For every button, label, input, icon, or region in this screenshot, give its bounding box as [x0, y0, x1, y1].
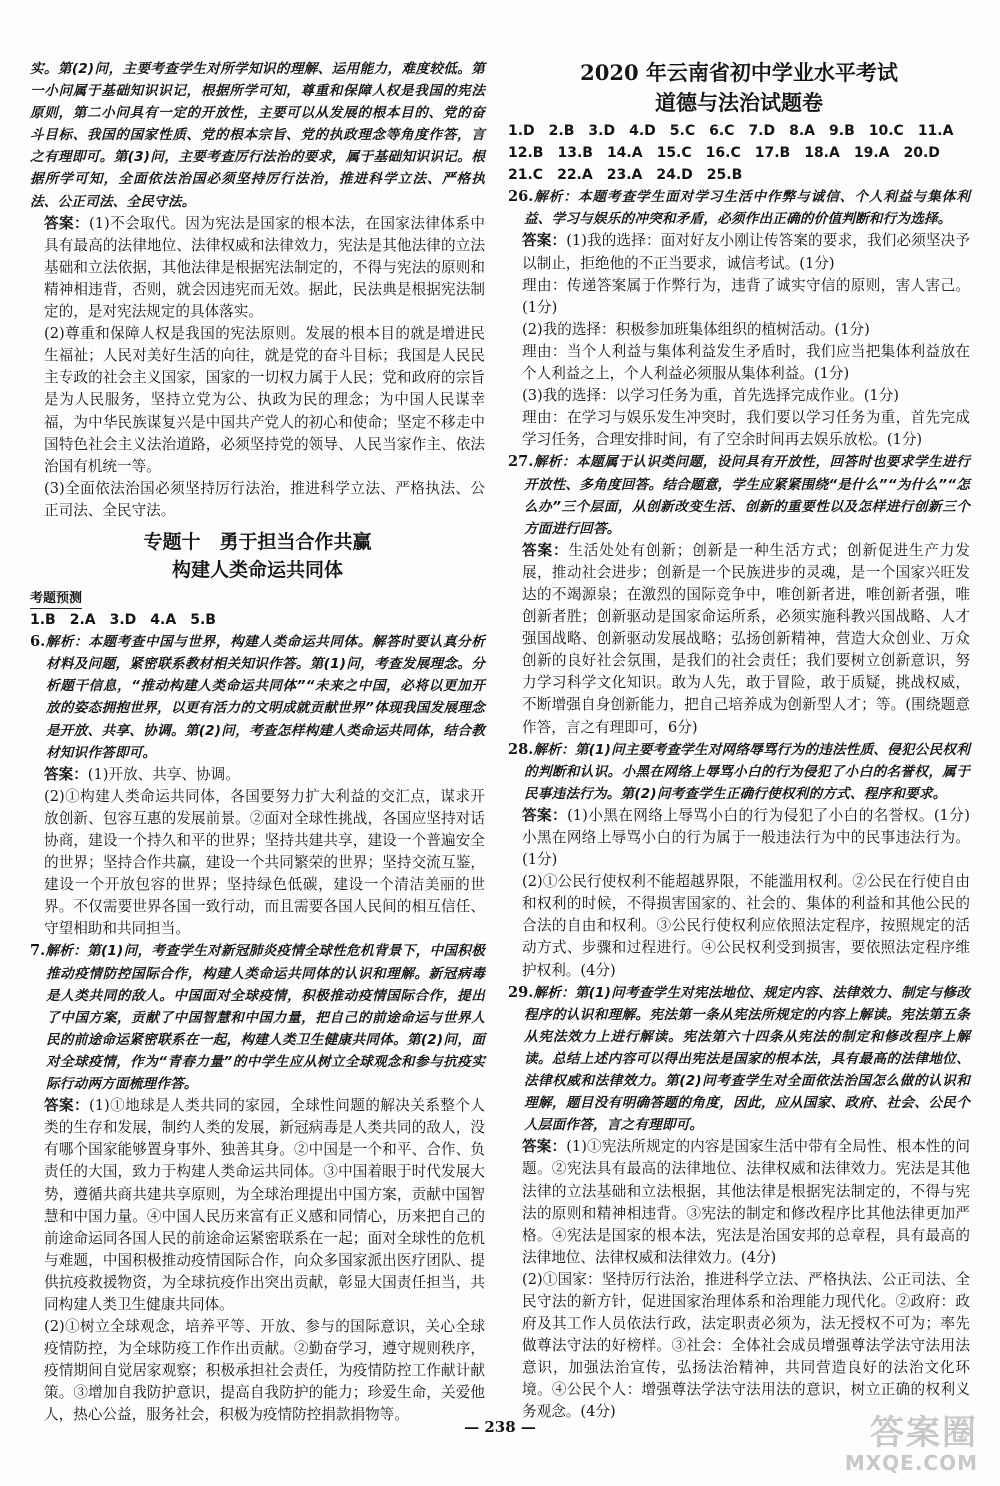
- choice-answers: 1.B 2.A 3.D 4.A 5.B: [30, 612, 216, 629]
- answer-text: (2)①国家：坚持厉行法治，推进科学立法、严格执法、公正司法、全民守法的新方针，促进国家治理体系和治理能力现代化。②政府：政府及其工作人员依法行政，法定职责必须为，法无授权不可为；率先做尊法守法的好榜样。③社会：全体社会成员增强尊法学法守法用法意识，加强法治宣传，弘扬法治精神，共同营造良好的法治文化环境。④公民个人：增强尊法学法守法用法的意识，树立正确的权利义务观念。(4分): [522, 1270, 970, 1421]
- question-number: 6.: [30, 633, 46, 651]
- answer-label: 答案：: [522, 1138, 567, 1156]
- watermark-url: MXQE.COM: [844, 1451, 978, 1475]
- watermark-logo: [800, 1414, 978, 1478]
- question-29-answer: [508, 1136, 970, 1269]
- answer-text: (3)我的选择：以学习任务为重，首先选择完成作业。(1分): [522, 387, 900, 405]
- answer-text: (2)①公民行使权利不能超越界限，不能滥用权利。②公民在行使自由和权利的时候，不得损害国家的、社会的、集体的利益和其他公民的合法的自由和权利。③公民行使权利应依照法定程序，按照规定的活动方式、步骤和过程进行。④公民权利受到损害，要依照法定程序维护权利。(4分): [522, 873, 970, 979]
- question-number: 29.: [508, 983, 534, 1001]
- answer-text: 理由：当个人利益与集体利益发生矛盾时，我们应当把集体利益放在个人利益之上，个人利益必须服从集体利益。(1分): [522, 342, 970, 383]
- analysis-text: 第(1)问考查学生对宪法地位、规定内容、法律效力、制定与修改程序的认识和理解。宪法第一条从宪法所规定的内容上解读。宪法第五条从宪法效力上进行解读。宪法第六十四条从宪法的制定和修改程序上解读。总结上述内容可以得出宪法是国家的根本法，具有最高的法律地位、法律权威和法律效力。第(2)问考查学生对全面依法治国怎么做的认识和理解，题目没有明确答题的角度，因此，应从国家、政府、社会、公民个人层面作答，言之有理即可。: [524, 984, 970, 1134]
- answer-label: 答案：: [522, 541, 569, 559]
- left-column: [30, 58, 485, 1427]
- analysis-text: 本题考查中国与世界，构建人类命运共同体。解答时要认真分析材料及问题，紧密联系教材相关知识作答。第(1)问，考查发展理念。分析题干信息，“推动构建人类命运共同体”“未来之中国，必将以更加开放的姿态拥抱世界，以更有活力的文明成就贡献世界”体现我国发展理念是开放、共享、协调。第(2)问，考查怎样构建人类命运共同体，结合教材知识作答即可。: [46, 634, 485, 761]
- analysis-text: 第(1)问主要考查学生对网络辱骂行为的违法性质、侵犯公民权利的判断和认识。小黑在网络上辱骂小白的行为侵犯了小白的名誉权，属于民事违法行为。第(2)问考查学生正确行使权利的方式、程序和要求。: [524, 741, 970, 802]
- answer-text: (2)①构建人类命运共同体，各国要努力扩大利益的交汇点，谋求开放创新、包容互惠的发展前景。②面对全球性挑战，各国应坚持对话协商，建设一个持久和平的世界；坚持共建共享，建设一个普遍安全的世界；坚持合作共赢，建设一个共同繁荣的世界；坚持交流互鉴，建设一个开放包容的世界；坚持绿色低碳，建设一个清洁美丽的世界。不仅需要世界各国一致行动，而且需要各国人民间的相互信任、守望相助和共同担当。: [44, 787, 485, 938]
- answer-text: (1)小黑在网络上辱骂小白的行为侵犯了小白的名誉权。(1分)小黑在网络上辱骂小白的行为属于一般违法行为中的民事违法行为。(1分): [522, 806, 970, 869]
- answer-text: (1)开放、共享、协调。: [87, 765, 240, 783]
- answer-text: (1)①地球是人类共同的家园，全球性问题的解决关系整个人类的生存和发展，制约人类的发展，新冠病毒是人类共同的敌人，没有哪个国家能够置身事外、独善其身。②中国是一个和平、合作、负责任的大国，致力于构建人类命运共同体。③中国着眼于时代发展大势，遵循共商共建共享原则，为全球治理提出中国方案，贡献中国智慧和中国力量。④中国人民历来富有正义感和同情心，历来把自己的前途命运同各国人民的前途命运紧密联系在一起；面对全球性的危机与难题，中国积极推动疫情国际合作，向众多国家派出医疗团队、提供抗疫救援物资，为全球抗疫作出突出贡献，彰显大国责任担当，共同构建人类卫生健康共同体。: [44, 1097, 485, 1313]
- analysis-label: 解析：: [45, 943, 88, 960]
- prediction-label: 考题预测: [30, 590, 82, 609]
- answer-text: (1)不会取代。因为宪法是国家的根本法，在国家法律体系中具有最高的法律地位、法律权威和法律效力，宪法是其他法律的立法基础和立法依据，其他法律是根据宪法制定的，不得与宪法的原则和精神相违背，否则，就会因违宪而无效。据此，民法典是根据宪法制定的，是对宪法规定的具体落实。: [44, 214, 485, 321]
- question-6-answer: [30, 764, 485, 786]
- section-title: [30, 528, 485, 584]
- exam-title-line1: 2020 年云南省初中学业水平考试: [580, 60, 898, 85]
- analysis-text: 第(1)问，考查学生对新冠肺炎疫情全球性危机背景下，中国积极推动疫情防控国际合作，构建人类命运共同体的认识和理解。新冠病毒是人类共同的敌人。中国面对全球疫情，积极推动疫情国际合作，提出了中国方案，贡献了中国智慧和中国力量，把自己的前途命运与世界人民的前途命运紧密联系在一起，构建人类卫生健康共同体。第(2)问，面对全球疫情，作为“青春力量”的中学生应从树立全球观念和参与抗疫实际行动两方面梳理作答。: [46, 943, 485, 1093]
- answer-label: 答案：: [522, 232, 567, 250]
- analysis-label: 解析：: [533, 454, 576, 471]
- section-title-line1: 专题十 勇于担当合作共赢: [143, 530, 372, 553]
- choice-answers-row: 1.D 2.B 3.D 4.D 5.C 6.C 7.D 8.A 9.B 10.C 11.A: [508, 123, 954, 139]
- exam-title: [508, 58, 970, 118]
- question-number: 27.: [508, 453, 534, 471]
- question-number: 7.: [30, 942, 46, 960]
- question-26-analysis: [508, 186, 970, 230]
- answer-label: 答案：: [44, 1097, 90, 1115]
- answer-text: (2)①树立全球观念，培养平等、开放、参与的国际意识，关心全球疫情防控，为全球防疫工作作出贡献。②勤奋学习，遵守规则秩序，疫情期间自觉居家观察；积极承担社会责任，为疫情防控工作献计献策。③增加自我防护意识，提高自我防护的能力；珍爱生命，关爱他人，热心公益，服务社会，积极为疫情防控捐款捐物等。: [44, 1318, 485, 1424]
- question-7-answer: [30, 1095, 485, 1316]
- choice-answers-row: 12.B 13.B 14.A 15.C 16.C 17.B 18.A 19.A 20.D: [508, 145, 940, 162]
- section-title-line2: 构建人类命运共同体: [171, 558, 343, 581]
- question-28-answer: [508, 805, 970, 871]
- answer-text: 生活处处有创新；创新是一种生活方式；创新促进生产力发展，推动社会进步；创新是一个民族进步的灵魂，是一个国家兴旺发达的不竭源泉；在激烈的国际竞争中，唯创新者进，唯创新者强，唯创新者胜；创新驱动是国家命运所系，必须实施科教兴国战略、人才强国战略、创新驱动发展战略；弘扬创新精神，营造大众创业、万众创新的良好社会氛围，是我们的社会责任；我们要树立创新意识，努力学习科学文化知识。敢为人先，敢于冒险，敢于质疑，挑战权威，不断增强自身创新能力，把自己培养成为创新型人才；等。(围绕题意作答，言之有理即可，6分): [522, 541, 970, 736]
- analysis-label: 解析：: [533, 984, 575, 1001]
- choice-answers-row: 21.C 22.A 23.A 24.D 25.B: [508, 167, 743, 184]
- right-column: [508, 58, 970, 1424]
- analysis-label: 解析：: [45, 634, 89, 651]
- answer-text: (2)尊重和保障人权是我国的宪法原则。发展的根本目的就是增进民生福祉；人民对美好生活的向往，就是党的奋斗目标；我国是人民民主专政的社会主义国家，国家的一切权力属于人民；党和政府的宗旨是为人民服务，坚持立党为公、执政为民的理念；为中国人民谋幸福，为中华民族谋复兴是中国共产党人的初心和使命；坚定不移走中国特色社会主义法治道路，必须坚持党的领导、人民当家作主、依法治国有机统一等。: [44, 325, 485, 475]
- answer-text: 理由：在学习与娱乐发生冲突时，我们要以学习任务为重，首先完成学习任务，合理安排时间，有了空余时间再去娱乐放松。(1分): [522, 409, 970, 449]
- answer-text: (1)我的选择：面对好友小刚让传答案的要求，我们必须坚决予以制止，拒绝他的不正当要求，诚信考试。(1分): [522, 232, 970, 272]
- answer-text: (1)①宪法所规定的内容是国家生活中带有全局性、根本性的问题。②宪法具有最高的法律地位、法律权威和法律效力。宪法是其他法律的立法基础和立法根据，其他法律是根据宪法制定的，不得与宪法的原则和精神相违背。③宪法的制定和修改程序比其他法律更加严格。④宪法是国家的根本法，宪法是治国安邦的总章程，具有最高的法律地位、法律权威和法律效力。(4分): [522, 1138, 970, 1266]
- answer-label: 答案：: [44, 214, 90, 232]
- answer-block: [30, 213, 485, 323]
- answer-label: 答案：: [522, 806, 568, 824]
- answer-text: 理由：传递答案属于作弊行为，违背了诚实守信的原则，害人害己。(1分): [522, 276, 970, 316]
- question-number: 28.: [508, 740, 534, 758]
- analysis-text: 本题属于认识类问题，设问具有开放性，回答时也要求学生进行开放性、多角度回答。结合题意，学生应紧紧围绕“是什么”“为什么”“怎么办”三个层面，从创新改变生活、创新的重要性以及怎样进行创新三个方面进行回答。: [524, 454, 970, 537]
- answer-label: 答案：: [44, 765, 88, 783]
- question-28-analysis: [508, 739, 970, 805]
- page-number: — 238 —: [464, 1418, 536, 1436]
- question-27-answer: [508, 540, 970, 739]
- exam-title-line2: 道德与法治试题卷: [655, 90, 823, 115]
- watermark-text: 答案圈: [870, 1413, 978, 1453]
- analysis-label: 解析：: [533, 741, 575, 758]
- question-7-analysis: [30, 940, 485, 1095]
- answer-text: (3)全面依法治国必须坚持厉行法治，推进科学立法、严格执法、公正司法、全民守法。: [44, 479, 485, 519]
- analysis-label: 解析：: [533, 189, 578, 206]
- analysis-text: 本题考查学生面对学习生活中作弊与诚信、个人利益与集体利益、学习与娱乐的冲突和矛盾，必须作出正确的价值判断和行为选择。: [524, 189, 970, 228]
- question-29-analysis: [508, 982, 970, 1137]
- analysis-continuation: 实。第(2)问，主要考查学生对所学知识的理解、运用能力，难度较低。第一小问属于基础知识识记，根据所学可知，尊重和保障人权是我国的宪法原则，第二小问具有一定的开放性，主要可以从发展的根本目的、党的奋斗目标、我国的国家性质、党的根本宗旨、党的执政理念等角度作答，言之有理即可。第(3)问，主要考查厉行法治的要求，属于基础知识识记。根据所学可知，全面依法治国必须坚持厉行法治，推进科学立法、严格执法、公正司法、全民守法。: [30, 61, 485, 210]
- answer-text: (2)我的选择：积极参加班集体组织的植树活动。(1分): [522, 320, 870, 338]
- question-27-analysis: [508, 451, 970, 539]
- question-number: 26.: [508, 188, 534, 206]
- question-6-analysis: [30, 631, 485, 764]
- question-26-answer: [508, 230, 970, 274]
